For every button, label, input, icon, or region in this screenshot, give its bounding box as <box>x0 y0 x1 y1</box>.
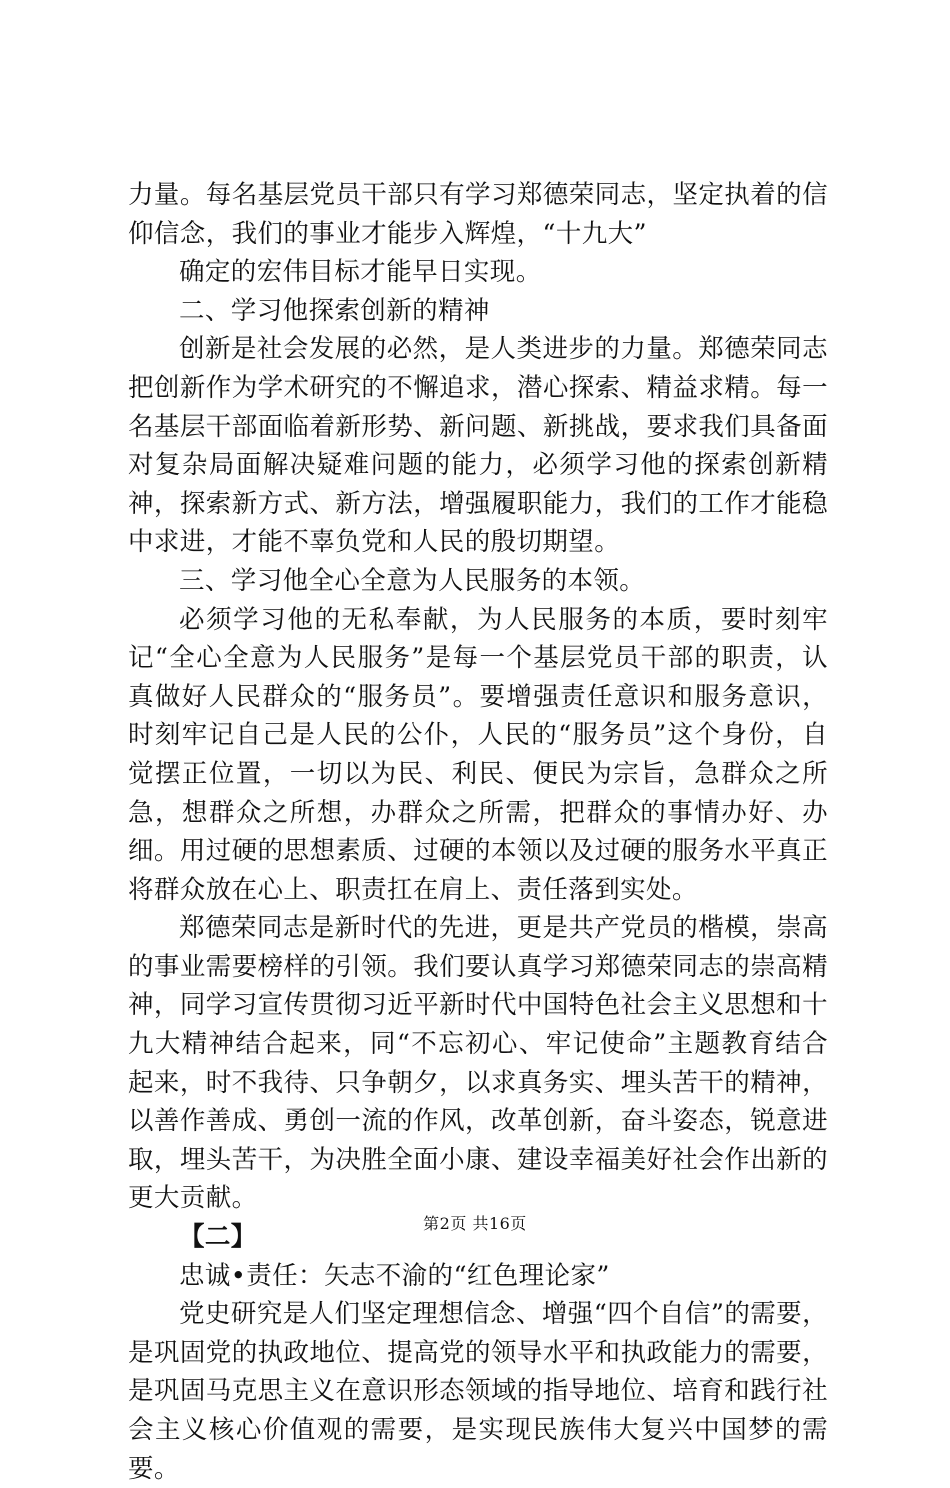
paragraph-service: 必须学习他的无私奉献，为人民服务的本质，要时刻牢记“全心全意为人民服务”是每一个基层党员干部的职责，认真做好人民群众的“服务员”。要增强责任意识和服务意识，时刻牢记自己是人民的公仆，人民的“服务员”这个身份，自觉摆正位置，一切以为民、利民、便民为宗旨，急群众之所急，想群众之所想，办群众之所需，把群众的事情办好、办细。用过硬的思想素质、过硬的本领以及过硬的服务水平真正将群众放在心上、职责扛在肩上、责任落到实处。 <box>128 604 828 905</box>
paragraph-continuation: 力量。每名基层党员干部只有学习郑德荣同志，坚定执着的信仰信念，我们的事业才能步入辉煌，“十九大” <box>128 180 828 249</box>
part-marker: 【二】 <box>179 1222 257 1253</box>
paragraph-continuation-end: 确定的宏伟目标才能早日实现。 <box>179 257 542 288</box>
section-heading-2: 二、学习他探索创新的精神 <box>179 295 490 326</box>
paragraph-conclusion: 郑德荣同志是新时代的先进，更是共产党员的楷模，崇高的事业需要榜样的引领。我们要认真学习郑德荣同志的崇高精神，同学习宣传贯彻习近平新时代中国特色社会主义思想和十九大精神结合起来，同“不忘初心、牢记使命”主题教育结合起来，时不我待、只争朝夕，以求真务实、埋头苦干的精神，以善作善成、勇创一流的作风，改革创新，奋斗姿态，锐意进取，埋头苦干，为决胜全面小康、建设幸福美好社会作出新的更大贡献。 <box>128 913 828 1214</box>
paragraph-party-history: 党史研究是人们坚定理想信念、增强“四个自信”的需要，是巩固党的执政地位、提高党的领导水平和执政能力的需要，是巩固马克思主义在意识形态领域的指导地位、培育和践行社会主义核心价值观的需要，是实现民族伟大复兴中国梦的需要。 <box>128 1299 828 1484</box>
article-title: 忠诚•责任：矢志不渝的“红色理论家” <box>179 1260 610 1291</box>
paragraph-innovation: 创新是社会发展的必然，是人类进步的力量。郑德荣同志把创新作为学术研究的不懈追求，潜心探索、精益求精。每一名基层干部面临着新形势、新问题、新挑战，要求我们具备面对复杂局面解决疑难问题的能力，必须学习他的探索创新精神，探索新方式、新方法，增强履职能力，我们的工作才能稳中求进，才能不辜负党和人民的殷切期望。 <box>128 334 828 558</box>
document-body <box>128 176 828 1488</box>
section-heading-3: 三、学习他全心全意为人民服务的本领。 <box>179 565 646 596</box>
page-number-footer: 第2页 共16页 <box>423 1214 527 1233</box>
